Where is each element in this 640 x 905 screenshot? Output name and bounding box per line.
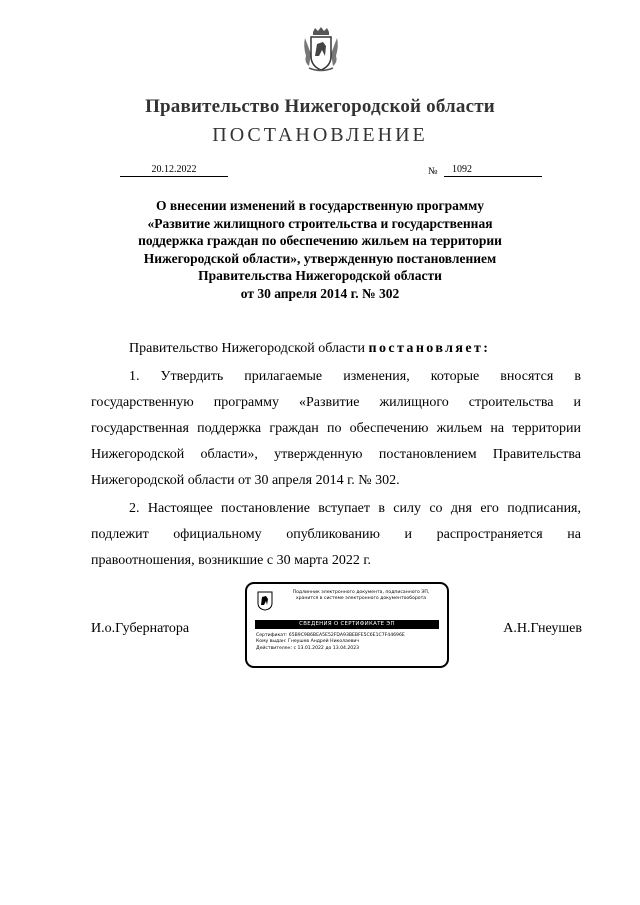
subject-line: от 30 апреля 2014 г. № 302 — [240, 285, 400, 301]
stamp-bar-label: СВЕДЕНИЯ О СЕРТИФИКАТЕ ЭП — [255, 620, 439, 629]
signer-name: А.Н.Гнеушев — [503, 621, 582, 636]
subject-line: Нижегородской области», утвержденную постановлением — [143, 250, 497, 266]
number-sign: № — [428, 166, 438, 177]
preamble-action: постановляет: — [368, 341, 491, 356]
stamp-header — [277, 590, 445, 602]
document-number: 1092 — [444, 164, 542, 177]
document-body — [91, 336, 581, 574]
signer-title: И.о.Губернатора — [91, 621, 190, 636]
organization-title: Правительство Нижегородской области — [145, 96, 495, 117]
coat-of-arms-icon — [301, 26, 341, 74]
subject-line: Правительства Нижегородской области — [198, 268, 442, 283]
region-emblem-icon — [257, 591, 273, 611]
preamble-lead: Правительство Нижегородской области — [129, 341, 369, 356]
subject-line: поддержка граждан по обеспечению жильем на территории — [138, 233, 502, 248]
stamp-header-line: Подлинник электронного документа, подписанного ЭП, — [292, 590, 430, 595]
stamp-details — [256, 633, 442, 652]
certificate-validity: Действителен: с 13.01.2022 до 13.04.2023 — [256, 645, 360, 651]
document-type: ПОСТАНОВЛЕНИЕ — [212, 124, 428, 146]
certificate-owner: Кому выдан: Гнеушев Андрей Николаевич — [256, 639, 360, 645]
preamble — [91, 336, 581, 362]
paragraph-1: 1. Утвердить прилагаемые изменения, которые вносятся в государственную программу «Развитие жилищного строительства и государственная поддержка граждан по обеспечению жильем на территории Нижегородской области», утвержденную постановлением Правительства Нижегородской области от 30 апреля 2014 г. № 302. — [91, 369, 581, 488]
document-subject — [90, 197, 550, 302]
e-signature-stamp — [245, 582, 449, 668]
subject-line: О внесении изменений в государственную программу — [155, 198, 485, 213]
stamp-header-line: хранится в системе электронного документооборота — [295, 596, 427, 601]
subject-line: «Развитие жилищного строительства и государственная — [147, 215, 493, 231]
paragraph-2: 2. Настоящее постановление вступает в силу со дня его подписания, подлежит официальному опубликованию и распространяется на правоотношения, возникшие с 30 марта 2022 г. — [91, 501, 581, 568]
certificate-serial: Сертификат: 65B9C9B6BEA5E52FDA93BEBFE5C6E1C7F44696E — [256, 633, 405, 638]
document-date: 20.12.2022 — [120, 164, 228, 177]
